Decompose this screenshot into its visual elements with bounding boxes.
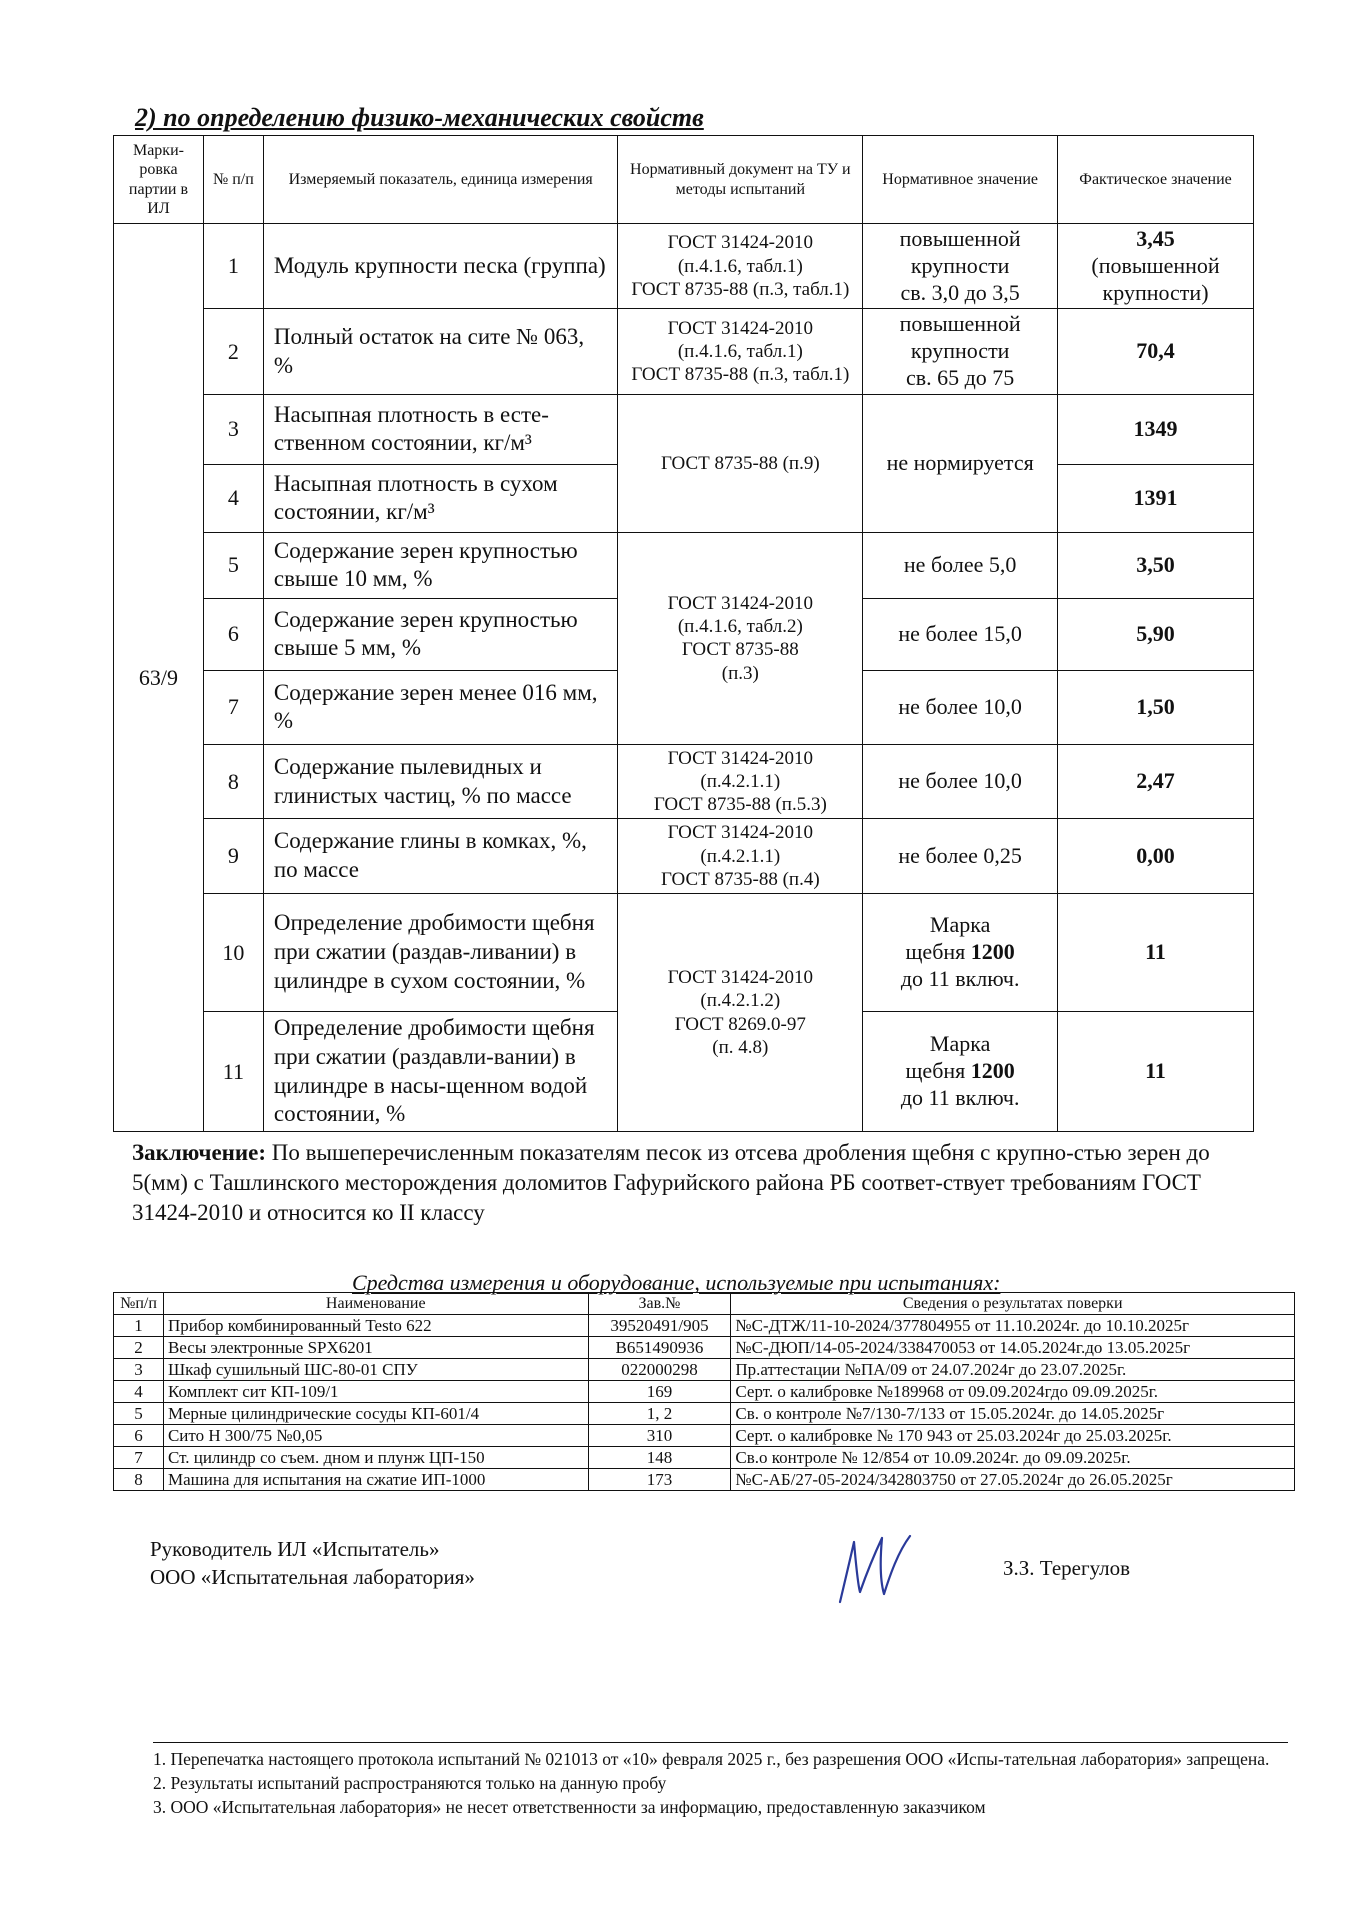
row-indicator: Насыпная плотность в сухом состоянии, кг/м³ [263,464,618,532]
row-indicator: Насыпная плотность в есте-ственном состоянии, кг/м³ [263,394,618,464]
row-norm: не более 10,0 [863,744,1058,819]
equipment-num: 8 [114,1469,164,1491]
row-num: 3 [203,394,263,464]
handwritten-signature [830,1530,920,1610]
equipment-table [113,1292,1295,1491]
row-num: 4 [203,464,263,532]
equipment-header-row [114,1293,1295,1315]
conclusion-text: По вышеперечисленным показателям песок из отсева дробления щебня с крупно-стью зерен до 5(мм) с Ташлинского месторождения доломитов Гафурийского района РБ соответ-ствует требованиям ГОСТ 31424-2010 и относится ко II классу [132,1140,1210,1225]
footnote: 1. Перепечатка настоящего протокола испытаний № 021013 от «10» февраля 2025 г., без разрешения ООО «Испы-тательная лаборатория» запрещена. [153,1749,1270,1769]
equipment-serial: 1, 2 [588,1403,731,1425]
row-num: 2 [203,309,263,394]
row-doc: ГОСТ 31424-2010 (п.4.1.6, табл.1) ГОСТ 8735-88 (п.3, табл.1) [618,224,863,309]
row-indicator: Определение дробимости щебня при сжатии (раздавли-вании) в цилиндре в насы-щенном водой состоянии, % [263,1012,618,1132]
equipment-row [114,1315,1295,1337]
row-norm [863,894,1058,1012]
row-doc: ГОСТ 8735-88 (п.9) [618,394,863,532]
row-indicator: Содержание пылевидных и глинистых частиц, % по массе [263,744,618,819]
table-row [114,744,1254,819]
signatory-position-line: Руководитель ИЛ «Испытатель» [150,1537,440,1561]
row-norm: не более 5,0 [863,532,1058,598]
equipment-serial: 310 [588,1425,731,1447]
equipment-verification: Св. о контроле №7/130-7/133 от 15.05.2024г. до 14.05.2025г [731,1403,1295,1425]
row-doc: ГОСТ 31424-2010 (п.4.1.6, табл.1) ГОСТ 8735-88 (п.3, табл.1) [618,309,863,394]
header-marking: Марки-ровка партии в ИЛ [114,136,204,224]
norm-grade: 1200 [970,1058,1015,1084]
equipment-row [114,1337,1295,1359]
row-num: 9 [203,819,263,894]
row-norm: не нормируется [863,394,1058,532]
equipment-serial: 39520491/905 [588,1315,731,1337]
row-fact: 11 [1058,894,1254,1012]
header-indicator: Измеряемый показатель, единица измерения [263,136,618,224]
norm-text: Марка щебня [905,1031,991,1084]
row-num: 7 [203,670,263,744]
row-indicator: Содержание глины в комках, %, по массе [263,819,618,894]
fact-value: 3,45 [1136,226,1175,251]
row-fact: 1349 [1058,394,1254,464]
equipment-header-serial: Зав.№ [588,1293,731,1315]
row-indicator: Модуль крупности песка (группа) [263,224,618,309]
equipment-name: Машина для испытания на сжатие ИП-1000 [163,1469,588,1491]
equipment-verification: Пр.аттестации №ПА/09 от 24.07.2024г до 23.07.2025г. [731,1359,1295,1381]
row-num: 10 [203,894,263,1012]
equipment-verification: №С-ДЮП/14-05-2024/338470053 от 14.05.2024г.до 13.05.2025г [731,1337,1295,1359]
table-header-row [114,136,1254,224]
row-num: 1 [203,224,263,309]
fact-note: (повышенной крупности) [1091,252,1220,305]
row-indicator: Содержание зерен крупностью свыше 5 мм, % [263,598,618,670]
equipment-row [114,1447,1295,1469]
table-row [114,224,1254,309]
row-indicator: Определение дробимости щебня при сжатии (раздав-ливании) в цилиндре в сухом состоянии, % [263,894,618,1012]
equipment-row [114,1381,1295,1403]
row-fact: 1,50 [1058,670,1254,744]
equipment-serial: 173 [588,1469,731,1491]
equipment-verification: №С-ДТЖ/11-10-2024/377804955 от 11.10.2024г. до 10.10.2025г [731,1315,1295,1337]
row-doc: ГОСТ 31424-2010 (п.4.2.1.1) ГОСТ 8735-88 (п.4) [618,819,863,894]
equipment-name: Ст. цилиндр со съем. дном и плунж ЦП-150 [163,1447,588,1469]
equipment-num: 6 [114,1425,164,1447]
row-doc: ГОСТ 31424-2010 (п.4.2.1.1) ГОСТ 8735-88 (п.5.3) [618,744,863,819]
row-fact: 3,50 [1058,532,1254,598]
table-row [114,819,1254,894]
row-norm: не более 10,0 [863,670,1058,744]
footnote: 2. Результаты испытаний распространяются только на данную пробу [153,1773,667,1794]
equipment-serial: 148 [588,1447,731,1469]
properties-table [113,135,1254,1132]
equipment-verification: №С-АБ/27-05-2024/342803750 от 27.05.2024г до 26.05.2025г [731,1469,1295,1491]
equipment-verification: Св.о контроле № 12/854 от 10.09.2024г. до 09.09.2025г. [731,1447,1295,1469]
footnote: 3. ООО «Испытательная лаборатория» не несет ответственности за информацию, предоставленную заказчиком [153,1797,986,1818]
equipment-num: 5 [114,1403,164,1425]
row-num: 6 [203,598,263,670]
row-norm [863,1012,1058,1132]
row-fact: 0,00 [1058,819,1254,894]
equipment-serial: B651490936 [588,1337,731,1359]
row-norm: не более 15,0 [863,598,1058,670]
equipment-name: Шкаф сушильный ШС-80-01 СПУ [163,1359,588,1381]
equipment-num: 2 [114,1337,164,1359]
equipment-serial: 169 [588,1381,731,1403]
row-fact: 2,47 [1058,744,1254,819]
equipment-header-num: №п/п [114,1293,164,1315]
equipment-row [114,1403,1295,1425]
row-norm: повышенной крупности св. 65 до 75 [863,309,1058,394]
table-row [114,394,1254,464]
norm-text: Марка щебня [905,912,991,965]
conclusion-label: Заключение: [132,1140,267,1165]
equipment-header-verification: Сведения о результатах поверки [731,1293,1295,1315]
row-indicator: Полный остаток на сите № 063, % [263,309,618,394]
table-row [114,309,1254,394]
equipment-name: Комплект сит КП-109/1 [163,1381,588,1403]
equipment-name: Прибор комбинированный Testo 622 [163,1315,588,1337]
equipment-verification: Серт. о калибровке №189968 от 09.09.2024гдо 09.09.2025г. [731,1381,1295,1403]
norm-text: до 11 включ. [900,1084,1020,1110]
table-row [114,894,1254,1012]
norm-grade: 1200 [970,939,1015,965]
row-num: 8 [203,744,263,819]
equipment-title: Средства измерения и оборудование, используемые при испытаниях: [352,1270,1001,1295]
conclusion [132,1138,1257,1228]
signatory-name: З.З. Терегулов [1003,1556,1131,1580]
header-norm: Нормативное значение [863,136,1058,224]
equipment-verification: Серт. о калибровке № 170 943 от 25.03.2024г до 25.03.2025г. [731,1425,1295,1447]
row-norm: повышенной крупности св. 3,0 до 3,5 [863,224,1058,309]
batch-marking: 63/9 [114,224,204,1132]
equipment-num: 1 [114,1315,164,1337]
row-fact [1058,224,1254,309]
signatory-position [150,1535,475,1592]
norm-text: до 11 включ. [900,965,1020,991]
header-fact: Фактическое значение [1058,136,1254,224]
equipment-name: Мерные цилиндрические сосуды КП-601/4 [163,1403,588,1425]
equipment-num: 7 [114,1447,164,1469]
row-num: 11 [203,1012,263,1132]
equipment-row [114,1425,1295,1447]
header-doc: Нормативный документ на ТУ и методы испытаний [618,136,863,224]
row-num: 5 [203,532,263,598]
row-fact: 5,90 [1058,598,1254,670]
table-row [114,532,1254,598]
equipment-name: Сито Н 300/75 №0,05 [163,1425,588,1447]
row-fact: 1391 [1058,464,1254,532]
equipment-row [114,1469,1295,1491]
section-title: 2) по определению физико-механических свойств [135,103,704,132]
row-indicator: Содержание зерен менее 016 мм, % [263,670,618,744]
equipment-name: Весы электронные SPX6201 [163,1337,588,1359]
footnotes [153,1742,1288,1819]
row-fact: 11 [1058,1012,1254,1132]
equipment-header-name: Наименование [163,1293,588,1315]
row-doc: ГОСТ 31424-2010 (п.4.2.1.2) ГОСТ 8269.0-97 (п. 4.8) [618,894,863,1132]
header-num: № п/п [203,136,263,224]
equipment-num: 3 [114,1359,164,1381]
equipment-num: 4 [114,1381,164,1403]
signatory-position-line: ООО «Испытательная лаборатория» [150,1565,475,1590]
row-indicator: Содержание зерен крупностью свыше 10 мм, % [263,532,618,598]
row-norm: не более 0,25 [863,819,1058,894]
row-doc: ГОСТ 31424-2010 (п.4.1.6, табл.2) ГОСТ 8735-88 (п.3) [618,532,863,744]
equipment-serial: 022000298 [588,1359,731,1381]
equipment-row [114,1359,1295,1381]
row-fact: 70,4 [1058,309,1254,394]
